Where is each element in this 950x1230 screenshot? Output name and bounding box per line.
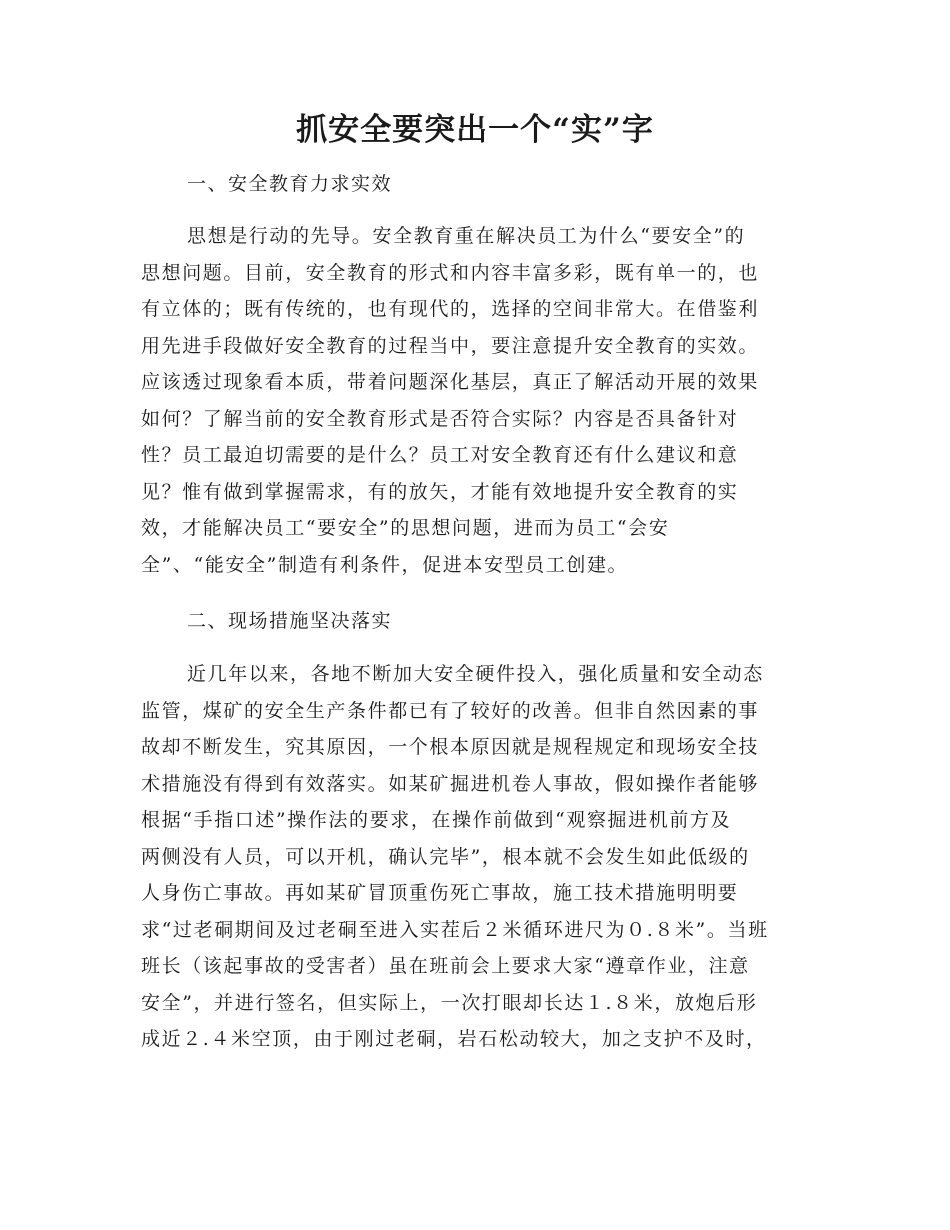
paragraph-line: 人身伤亡事故。再如某矿冒顶重伤死亡事故，施工技术措施明明要 (141, 882, 739, 904)
paragraph-line: 如何？了解当前的安全教育形式是否符合实际？内容是否具备针对 (141, 407, 739, 430)
paragraph-line: 思想是行动的先导。安全教育重在解决员工为什么“要安全”的 (187, 225, 746, 247)
paragraph-line: 见？惟有做到掌握需求，有的放矢，才能有效地提升安全教育的实 (141, 480, 739, 503)
paragraph-line: 班长（该起事故的受害者）虽在班前会上要求大家“遵章作业，注意 (141, 955, 750, 977)
paragraph-line: 全”、“能安全”制造有利条件，促进本安型员工创建。 (141, 553, 629, 576)
section-paragraph-2 (141, 656, 831, 1058)
paragraph-line: 故却不断发生，究其原因，一个根本原因就是规程规定和现场安全技 (141, 736, 760, 758)
paragraph-line: 根据“手指口述”操作法的要求，在操作前做到“观察掘进机前方及 (141, 809, 732, 831)
paragraph-line: 效，才能解决员工“要安全”的思想问题，进而为员工“会安 (141, 517, 670, 539)
paragraph-line: 两侧没有人员，可以开机，确认完毕”，根本就不会发生如此低级的 (141, 845, 750, 868)
paragraph-line: 安全”，并进行签名，但实际上，一次打眼却长达１.８米，放炮后形 (141, 991, 758, 1014)
paragraph-line: 成近２.４米空顶，由于刚过老硐，岩石松动较大，加之支护不及时， (141, 1028, 767, 1050)
paragraph-line: 性？员工最迫切需要的是什么？员工对安全教育还有什么建议和意 (141, 444, 739, 466)
paragraph-line: 近几年以来，各地不断加大安全硬件投入，强化质量和安全动态 (187, 663, 764, 685)
paragraph-line: 求“过老硐期间及过老硐至进入实茬后２米循环进尺为０.８米”。当班 (141, 918, 769, 941)
section-paragraph-1 (141, 218, 831, 583)
paragraph-line: 思想问题。目前，安全教育的形式和内容丰富多彩，既有单一的，也 (141, 261, 760, 284)
paragraph-line: 有立体的；既有传统的，也有现代的，选择的空间非常大。在借鉴利 (141, 298, 760, 320)
paragraph-line: 用先进手段做好安全教育的过程当中，要注意提升安全教育的实效。 (141, 334, 760, 357)
section-heading-2: 二、现场措施坚决落实 (187, 610, 393, 632)
document-title: 抓安全要突出一个“实”字 (296, 112, 654, 148)
paragraph-line: 术措施没有得到有效落实。如某矿掘进机卷人事故，假如操作者能够 (141, 772, 760, 795)
paragraph-line: 监管，煤矿的安全生产条件都已有了较好的改善。但非自然因素的事 (141, 699, 760, 722)
section-heading-1: 一、安全教育力求实效 (187, 173, 393, 195)
paragraph-line: 应该透过现象看本质，带着问题深化基层，真正了解活动开展的效果 (141, 371, 760, 393)
